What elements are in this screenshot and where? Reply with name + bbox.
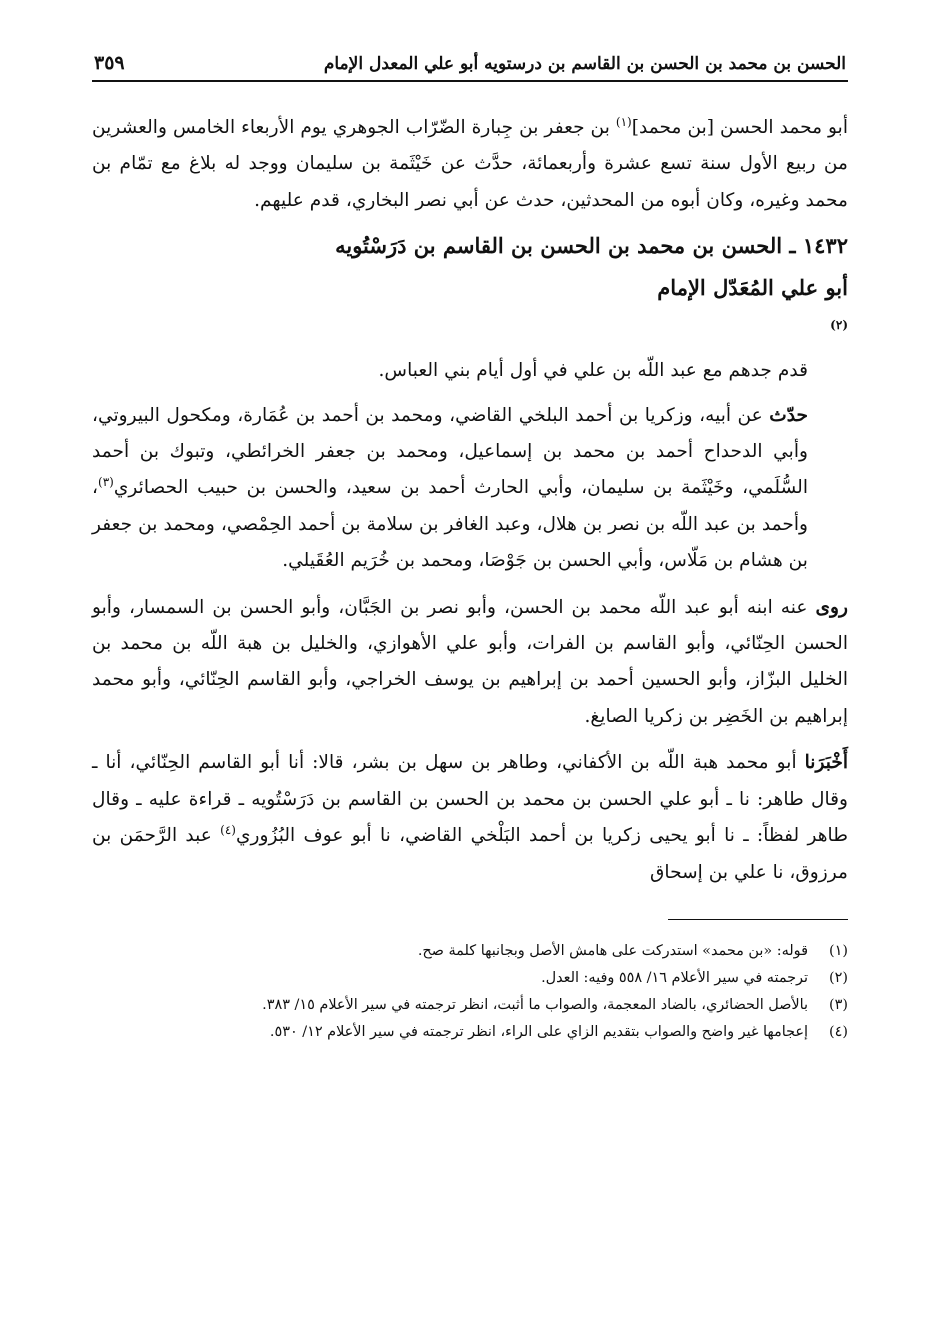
header-title: الحسن بن محمد بن الحسن بن القاسم بن درستويه أبو علي المعدل الإمام — [323, 54, 846, 74]
hadath-paragraph — [92, 398, 848, 580]
main-text — [92, 110, 848, 891]
entry-intro: قدم جدهم مع عبد اللّه بن علي في أول أيام بني العباس. — [378, 360, 808, 382]
previous-entry-paragraph — [92, 110, 848, 219]
hadath-lead: حدّث — [769, 404, 808, 426]
akhbarana-paragraph — [92, 745, 848, 891]
footnote-ref-4: (٤) — [220, 822, 236, 837]
footnote-text: إعجامها غير واضح والصواب بتقديم الزاي على الراء، انظر ترجمته في سير الأعلام ١٢/ ٥٣٠. — [269, 1023, 808, 1040]
footnote-number: (٤) — [829, 1023, 848, 1040]
running-header — [92, 52, 848, 82]
footnote-text: بالأصل الحضائري، بالضاد المعجمة، والصواب ما أثبت، انظر ترجمته في سير الأعلام ١٥/ ٣٨٣. — [262, 996, 808, 1013]
footnotes — [92, 938, 848, 1046]
footnote-number: (٢) — [829, 969, 848, 986]
footnote-text: قوله: «بن محمد» استدركت على هامش الأصل وبجانبها كلمة صح. — [417, 942, 808, 959]
footnote-ref-1: (١) — [615, 114, 632, 129]
footnote-ref-3: (٣) — [98, 475, 114, 490]
book-page — [92, 52, 848, 1046]
rawa-text: عنه ابنه أبو عبد اللّه محمد بن الحسن، وأبو نصر بن الجَبَّان، وأبو الحسن بن السمسار، وأبو الحسن الحِنّائي، وأبو القاسم بن الفرات، وأبو علي الأهوازي، والخليل بن هبة اللّه بن محمد بن الخليل البزّاز، وأبو الحسين أحمد بن إبراهيم بن يوسف الخراجي، وأبو القاسم الحِنّائي، وأبو محمد إبراهيم بن الخَضِر بن زكريا الصايغ. — [92, 596, 848, 727]
footnote-number: (٣) — [829, 996, 848, 1013]
hadath-text-a: عن أبيه، وزكريا بن أحمد البلخي القاضي، ومحمد بن أحمد بن عُمَارة، ومكحول البيروتي، وأبي الدحداح أحمد بن محمد بن إسماعيل، ومحمد بن جعفر الخرائطي، وتبوك بن أحمد السُّلَمي، وخَيْثَمة بن سليمان، وأبي الحارث أحمد بن سعيد، والحسن بن حبيب الحصائري — [92, 404, 808, 499]
entry-heading — [92, 225, 848, 351]
akhbarana-lead: أَخْبَرَنا — [804, 752, 848, 774]
previous-entry-start: أبو محمد الحسن [بن محمد] — [631, 117, 848, 138]
footnote-2 — [92, 965, 848, 992]
entry-heading-line-2: أبو علي المُعَدّل الإمام $^{(٢)}$ — [657, 275, 848, 333]
footnote-3 — [92, 992, 848, 1019]
entry-heading-line-1: ١٤٣٢ ـ الحسن بن محمد بن الحسن بن القاسم بن دَرَسْتُويه — [335, 233, 848, 259]
footnote-1 — [92, 938, 848, 965]
akhbarana-text-b: عبد الرَّحمَن بن مرزوق، نا علي بن إسحاق — [92, 825, 848, 883]
footnote-number: (١) — [829, 942, 848, 959]
rawa-lead: روى — [815, 596, 848, 618]
footnote-text: ترجمته في سير الأعلام ١٦/ ٥٥٨ وفيه: العدل. — [541, 969, 808, 986]
footnote-ref-2: (٢) — [830, 318, 848, 333]
akhbarana-text-a: أبو محمد هبة اللّه بن الأكفاني، وطاهر بن سهل بن بشر، قالا: أنا أبو القاسم الحِنّائي، أنا ـ وقال طاهر: نا ـ أبو علي الحسن بن محمد بن الحسن بن القاسم بن دَرَسْتُويه ـ قراءة عليه ـ وقال طاهر لفظاً: ـ نا أبو يحيى زكريا بن أحمد البَلْخي القاضي، نا أبو عوف البُزُوري — [92, 752, 848, 847]
hadath-text-b: ، وأحمد بن عبد اللّه بن نصر بن هلال، وعبد الغافر بن سلامة بن أحمد الحِمْصي، ومحمد بن جعفر بن هشام بن مَلّاس، وأبي الحسن بن جَوْصَا، ومحمد بن خُرَيم العُقَيلي. — [92, 477, 808, 572]
footnote-4 — [92, 1019, 848, 1046]
rawa-paragraph — [92, 590, 848, 736]
previous-entry-rest: بن جعفر بن جِبارة الضّرّاب الجوهري يوم الأربعاء الخامس والعشرين من ربيع الأول سنة تسع عشرة وأربعمائة، حدَّث عن خَيْثَمة بن سليمان ووجد له بلاغ مع تمّام بن محمد وغيره، وكان أبوه من المحدثين، حدث عن أبي نصر البخاري، قدم عليهم. — [92, 117, 848, 211]
page-number: ٣٥٩ — [94, 52, 125, 74]
footnote-divider — [668, 919, 848, 920]
